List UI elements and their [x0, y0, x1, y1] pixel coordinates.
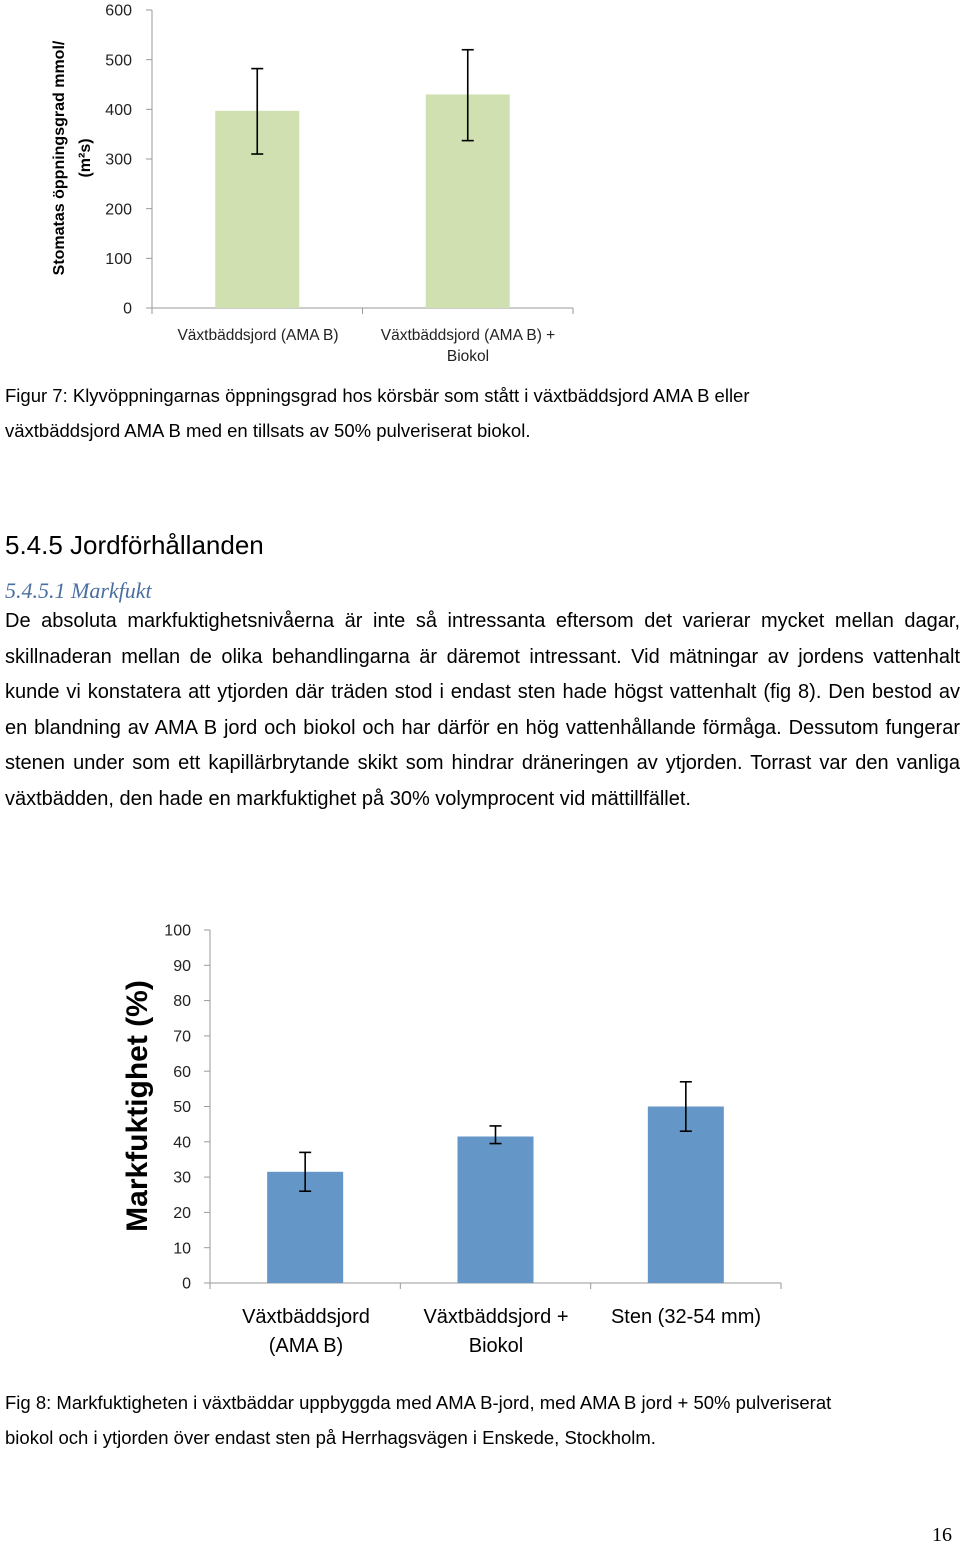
figure-7-caption [5, 378, 957, 448]
fig7-caption-line2: växtbäddsjord AMA B med en tillsats av 50% pulveriserat biokol. [5, 420, 531, 441]
y-tick-label: 90 [173, 957, 191, 975]
y-tick-label: 400 [105, 101, 132, 119]
y-tick-label: 40 [173, 1134, 191, 1152]
fig8-x-label-1-line1: Växtbäddsjord [242, 1306, 370, 1328]
y-tick-label: 600 [105, 2, 132, 20]
y-tick-label: 500 [105, 52, 132, 70]
y-tick-label: 50 [173, 1099, 191, 1117]
y-tick-label: 0 [182, 1275, 191, 1293]
y-tick-label: 0 [123, 300, 132, 318]
figure-7-chart [0, 0, 960, 372]
figure-8-chart [0, 900, 960, 1370]
bar [648, 1107, 724, 1284]
subsection-heading: 5.4.5.1 Markfukt [5, 578, 152, 603]
bar [458, 1137, 534, 1283]
y-tick-label: 30 [173, 1169, 191, 1187]
fig8-x-label-1-line2: (AMA B) [268, 1335, 344, 1357]
fig8-caption-line2: biokol och i ytjorden över endast sten på Herrhagsvägen i Enskede, Stockholm. [5, 1427, 656, 1448]
body-paragraph: De absoluta markfuktighetsnivåerna är inte så intressanta eftersom det varierar mycket mellan dagar, skillnaderan mellan de olika behandlingarna är däremot intressant. Vid mätningar av jordens vattenhalt kunde vi konstatera att ytjorden där träden stod i endast sten hade högst vattenhalt (fig 8). Den bestod av en blandning av AMA B jord och biokol och har därför en hög vattenhållande förmåga. Dessutom fungerar stenen under som ett kapillärbrytande skikt som hindrar dräneringen av ytjorden. Torrast var den vanliga växtbädden, den hade en markfuktighet på 30% volymprocent vid mättillfället. [5, 610, 960, 810]
y-tick-label: 100 [164, 922, 191, 940]
fig8-x-label-3: Sten (32-54 mm) [610, 1306, 762, 1328]
fig8-ylabel: Markfuktighet (%) [121, 980, 154, 1232]
fig8-x-label-2-line1: Växtbäddsjord + [423, 1306, 569, 1328]
fig7-y-axis-title [51, 40, 94, 275]
fig7-x-label-2-line1: Växtbäddsjord (AMA B) + [380, 327, 556, 344]
y-tick-label: 20 [173, 1205, 191, 1222]
fig7-plot-area [105, 3, 573, 318]
page-number: 16 [932, 1524, 952, 1546]
fig7-caption-line1: Figur 7: Klyvöppningarnas öppningsgrad hos körsbär som stått i växtbäddsjord AMA B eller [5, 385, 750, 406]
section-heading: 5.4.5 Jordförhållanden [5, 530, 264, 560]
fig7-x-label-1: Växtbäddsjord (AMA B) [177, 327, 339, 344]
y-tick-label: 60 [173, 1063, 191, 1081]
fig8-x-label-2-line2: Biokol [468, 1335, 524, 1357]
fig8-plot-area [164, 923, 781, 1293]
y-tick-label: 200 [105, 201, 132, 219]
y-tick-label: 100 [105, 250, 132, 268]
fig7-x-label-2-line2: Biokol [446, 348, 490, 365]
fig8-caption-line1: Fig 8: Markfuktigheten i växtbäddar uppbyggda med AMA B-jord, med AMA B jord + 50% pulveriserat [5, 1392, 832, 1413]
y-tick-label: 300 [105, 151, 132, 169]
figure-8-caption [5, 1385, 957, 1455]
fig7-ylabel-line1: Stomatas öppningsgrad mmol/ [51, 40, 68, 276]
y-tick-label: 10 [173, 1240, 191, 1258]
y-tick-label: 80 [173, 993, 191, 1011]
fig7-ylabel-line2: (m²s) [77, 138, 94, 178]
y-tick-label: 70 [173, 1028, 191, 1046]
